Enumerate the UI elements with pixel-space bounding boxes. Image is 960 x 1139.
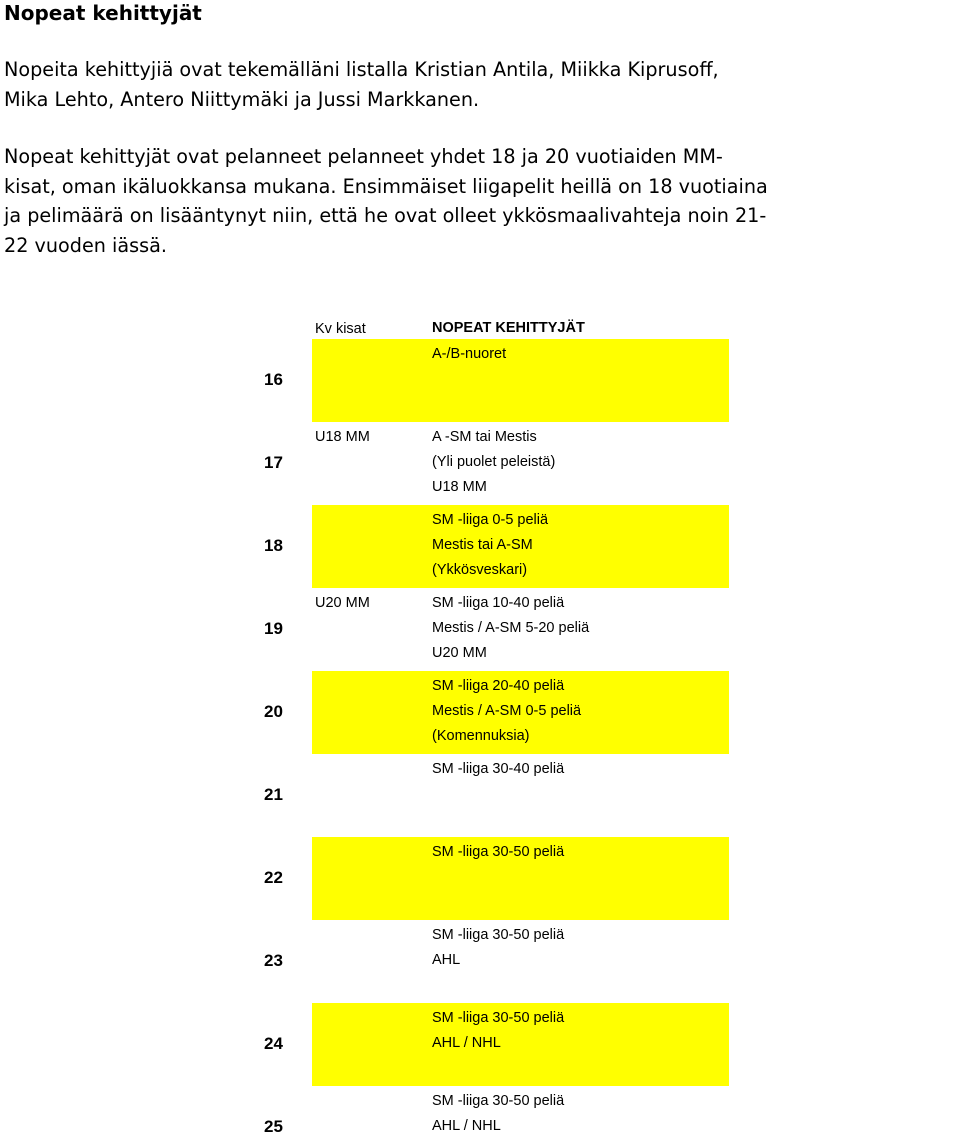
age-label: 19 bbox=[264, 619, 283, 638]
age-label: 23 bbox=[264, 951, 283, 970]
document-title: Nopeat kehittyjät bbox=[4, 1, 202, 25]
cell-line: U18 MM bbox=[432, 479, 487, 495]
paragraph-line: ja pelimäärä on lisääntynyt niin, että he ovat olleet ykkösmaalivahteja noin 21- bbox=[4, 204, 767, 227]
cell-line: AHL / NHL bbox=[432, 1118, 501, 1134]
cell-line: SM -liiga 30-50 peliä bbox=[432, 1093, 565, 1109]
nopeat-kehittyjat-header: NOPEAT KEHITTYJÄT bbox=[432, 320, 585, 336]
cell-line: AHL / NHL bbox=[432, 1035, 501, 1051]
kv-kisat-cell: U20 MM bbox=[315, 595, 370, 611]
cell-line: U20 MM bbox=[432, 645, 487, 661]
age-label: 17 bbox=[264, 453, 283, 472]
cell-line: Mestis tai A-SM bbox=[432, 537, 533, 553]
paragraph-line: 22 vuoden iässä. bbox=[4, 233, 167, 257]
age-label: 22 bbox=[264, 868, 283, 887]
development-cell bbox=[432, 840, 564, 865]
development-cell bbox=[432, 1089, 564, 1139]
age-label: 24 bbox=[264, 1034, 283, 1053]
development-cell bbox=[432, 674, 581, 749]
paragraph-line: Nopeat kehittyjät ovat pelanneet pelanneet yhdet 18 ja 20 vuotiaiden MM- bbox=[4, 145, 723, 168]
highlight-band bbox=[312, 339, 729, 422]
age-label: 18 bbox=[264, 536, 283, 555]
cell-line: SM -liiga 30-40 peliä bbox=[432, 761, 565, 777]
cell-line: (Ykkösveskari) bbox=[432, 562, 528, 578]
paragraph-line: Mika Lehto, Antero Niittymäki ja Jussi Markkanen. bbox=[4, 87, 480, 111]
cell-line: SM -liiga 10-40 peliä bbox=[432, 595, 565, 611]
cell-line: Mestis / A-SM 0-5 peliä bbox=[432, 703, 582, 719]
paragraph-line: Nopeita kehittyjiä ovat tekemälläni listalla Kristian Antila, Miikka Kiprusoff, bbox=[4, 58, 719, 81]
development-cell bbox=[432, 757, 564, 782]
cell-line: A-/B-nuoret bbox=[432, 346, 507, 362]
cell-line: Mestis / A-SM 5-20 peliä bbox=[432, 620, 590, 636]
development-cell bbox=[432, 1006, 564, 1056]
development-cell bbox=[432, 508, 548, 583]
age-label: 21 bbox=[264, 785, 283, 804]
cell-line: (Yli puolet peleistä) bbox=[432, 454, 556, 470]
development-cell bbox=[432, 342, 506, 367]
development-cell bbox=[432, 923, 564, 973]
kv-kisat-header: Kv kisat bbox=[315, 321, 366, 337]
cell-line: SM -liiga 0-5 peliä bbox=[432, 512, 549, 528]
development-cell bbox=[432, 425, 555, 500]
cell-line: SM -liiga 30-50 peliä bbox=[432, 927, 565, 943]
development-cell bbox=[432, 591, 589, 666]
cell-line: SM -liiga 30-50 peliä bbox=[432, 1010, 565, 1026]
cell-line: SM -liiga 20-40 peliä bbox=[432, 678, 565, 694]
cell-line: AHL bbox=[432, 952, 461, 968]
paragraph-line: kisat, oman ikäluokkansa mukana. Ensimmäiset liigapelit heillä on 18 vuotiaina bbox=[4, 174, 768, 198]
age-label: 20 bbox=[264, 702, 283, 721]
kv-kisat-cell: U18 MM bbox=[315, 429, 370, 445]
cell-line: (Komennuksia) bbox=[432, 728, 530, 744]
age-label: 16 bbox=[264, 370, 283, 389]
age-label: 25 bbox=[264, 1117, 283, 1136]
cell-line: A -SM tai Mestis bbox=[432, 429, 537, 445]
cell-line: SM -liiga 30-50 peliä bbox=[432, 844, 565, 860]
